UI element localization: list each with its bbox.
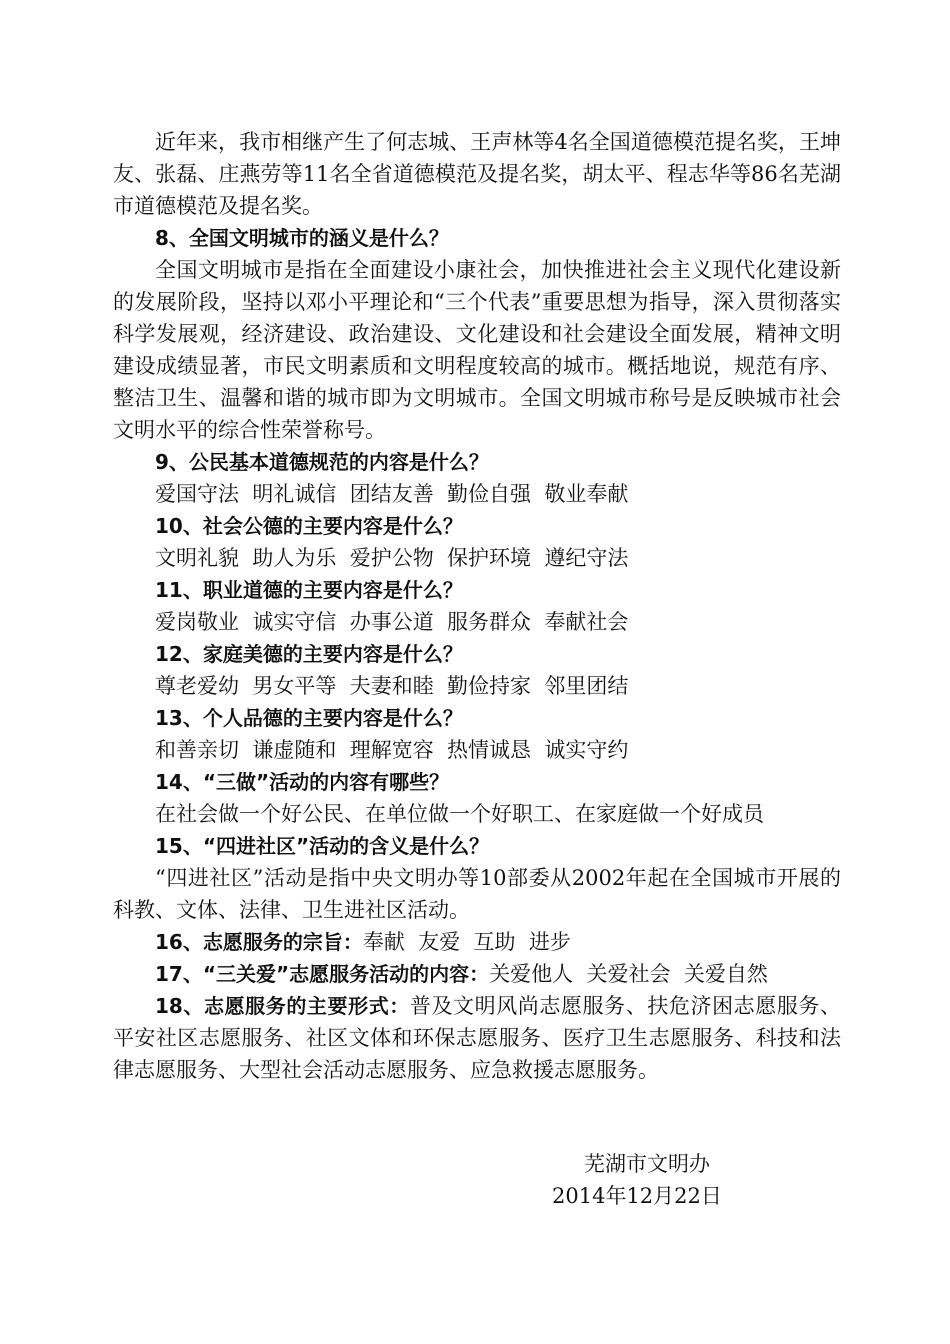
signature-organization: 芜湖市文明办 bbox=[584, 1152, 710, 1176]
question-13: 13、个人品德的主要内容是什么？ bbox=[155, 706, 463, 730]
item-16 bbox=[113, 926, 841, 958]
answer-13: 和善亲切 谦虚随和 理解宽容 热情诚恳 诚实守约 bbox=[155, 738, 629, 762]
answer-17: 关爱他人 关爱社会 关爱自然 bbox=[489, 962, 768, 986]
question-8: 8、全国文明城市的涵义是什么？ bbox=[155, 226, 449, 250]
answer-11: 爱岗敬业 诚实守信 办事公道 服务群众 奉献社会 bbox=[155, 610, 629, 634]
question-17: 17、“三关爱”志愿服务活动的内容： bbox=[155, 962, 490, 986]
question-12: 12、家庭美德的主要内容是什么？ bbox=[155, 642, 463, 666]
question-14: 14、“三做”活动的内容有哪些？ bbox=[155, 770, 450, 794]
question-16: 16、志愿服务的宗旨： bbox=[155, 930, 363, 954]
answer-14: 在社会做一个好公民、在单位做一个好职工、在家庭做一个好成员 bbox=[155, 802, 764, 826]
question-18: 18、志愿服务的主要形式： bbox=[155, 994, 410, 1018]
document-body bbox=[113, 126, 841, 1086]
answer-16: 奉献 友爱 互助 进步 bbox=[362, 930, 571, 954]
intro-paragraph: 近年来，我市相继产生了何志城、王声林等4名全国道德模范提名奖，王坤友、张磊、庄燕劳等11名全省道德模范及提名奖，胡太平、程志华等86名芜湖市道德模范及提名奖。 bbox=[113, 130, 841, 218]
answer-18: 普及文明风尚志愿服务、扶危济困志愿服务、平安社区志愿服务、社区文体和环保志愿服务、医疗卫生志愿服务、科技和法律志愿服务、大型社会活动志愿服务、应急救援志愿服务。 bbox=[113, 994, 842, 1082]
question-10: 10、社会公德的主要内容是什么？ bbox=[155, 514, 463, 538]
answer-12: 尊老爱幼 男女平等 夫妻和睦 勤俭持家 邻里团结 bbox=[155, 674, 629, 698]
signature-date: 2014年12月22日 bbox=[552, 1184, 722, 1208]
question-9: 9、公民基本道德规范的内容是什么？ bbox=[155, 450, 489, 474]
answer-15: “四进社区”活动是指中央文明办等10部委从2002年起在全国城市开展的科教、文体、法律、卫生进社区活动。 bbox=[113, 866, 841, 922]
item-18 bbox=[113, 990, 841, 1086]
question-15: 15、“四进社区”活动的含义是什么？ bbox=[155, 834, 490, 858]
answer-10: 文明礼貌 助人为乐 爱护公物 保护环境 遵纪守法 bbox=[155, 546, 629, 570]
item-17 bbox=[113, 958, 841, 990]
answer-8: 全国文明城市是指在全面建设小康社会，加快推进社会主义现代化建设新的发展阶段，坚持以邓小平理论和“三个代表”重要思想为指导，深入贯彻落实科学发展观，经济建设、政治建设、文化建设和社会建设全面发展，精神文明建设成绩显著，市民文明素质和文明程度较高的城市。概括地说，规范有序、整洁卫生、温馨和谐的城市即为文明城市。全国文明城市称号是反映城市社会文明水平的综合性荣誉称号。 bbox=[113, 258, 841, 442]
question-11: 11、职业道德的主要内容是什么？ bbox=[155, 578, 463, 602]
answer-9: 爱国守法 明礼诚信 团结友善 勤俭自强 敬业奉献 bbox=[155, 482, 629, 506]
